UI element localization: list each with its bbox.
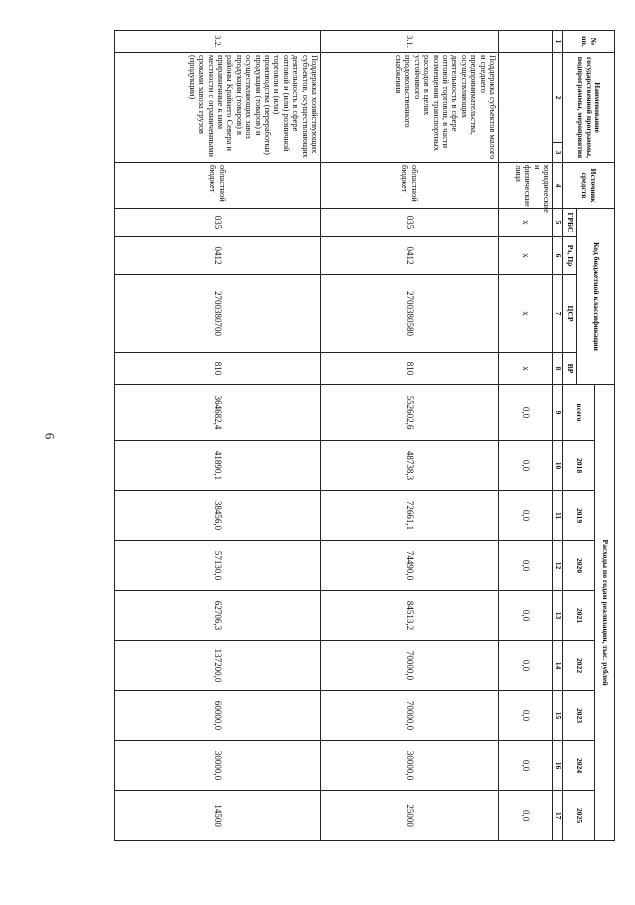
row-value: 30000,0	[321, 741, 499, 791]
header-year: 2018	[563, 441, 595, 491]
table-row	[115, 31, 321, 841]
header-year: 2023	[563, 691, 595, 741]
header-year: 2019	[563, 491, 595, 541]
col-index: 1	[553, 31, 563, 53]
row-value: 57130,0	[115, 541, 321, 591]
header-year: 2024	[563, 741, 595, 791]
row-csr: 2700380580	[321, 275, 499, 353]
row-value: 72661,1	[321, 491, 499, 541]
row-name: Поддержка субъектов малого и среднего предпринимательства, осуществляющих деятельность в сфере оптовой торговли, в части возмещения транспортных расходов в целях устойчивого продовольственного снабжения	[321, 53, 499, 163]
header-vr: ВР	[563, 353, 577, 385]
row-name: Поддержка хозяйствующих субъектов, осуществляющих деятельность в сфере оптовой и (или) розничной торговли и (или) производства (переработки) продукции (товаров) и осуществляющих завоз продукции (товаров) в районы Крайнего Севера и приравненные к ним местности с ограниченными сроками завоза грузов (продукции)	[115, 53, 321, 163]
row-value: 38456,0	[115, 491, 321, 541]
header-year: 2021	[563, 591, 595, 641]
header-year: 2025	[563, 791, 595, 841]
row-value: 30000,0	[115, 741, 321, 791]
row-value: 70000,0	[321, 691, 499, 741]
col-index: 11	[553, 491, 563, 541]
col-index: 7	[553, 275, 563, 353]
col-index: 8	[553, 353, 563, 385]
row-value: 48738,3	[321, 441, 499, 491]
row-value: 14500	[115, 791, 321, 841]
col-index: 4	[553, 163, 563, 209]
row-value: 0,0	[499, 441, 553, 491]
table-row	[321, 31, 499, 841]
row-value: 70000,0	[321, 641, 499, 691]
row-value: 0,0	[499, 741, 553, 791]
header-num: № пп.	[563, 31, 615, 53]
row-source: областной бюджет	[321, 163, 499, 209]
row-total: 364682,4	[115, 385, 321, 441]
row-csr: x	[499, 275, 553, 353]
col-index: 15	[553, 691, 563, 741]
row-rzpr: 0412	[321, 237, 499, 275]
row-csr: 2700380700	[115, 275, 321, 353]
page-number: 6	[42, 432, 58, 440]
header-csr: ЦСР	[563, 275, 577, 353]
row-value: 41890,1	[115, 441, 321, 491]
row-value: 0,0	[499, 791, 553, 841]
col-index: 2	[553, 53, 563, 143]
header-name: Наименование государственной программы, подпрограммы, мероприятия	[563, 53, 615, 163]
row-value: 74490,0	[321, 541, 499, 591]
row-value: 0,0	[499, 641, 553, 691]
row-vr: x	[499, 353, 553, 385]
col-index: 16	[553, 741, 563, 791]
row-value: 84513,2	[321, 591, 499, 641]
row-num: 3.2.	[115, 31, 321, 53]
row-vr: 810	[115, 353, 321, 385]
col-index: 17	[553, 791, 563, 841]
col-index: 5	[553, 209, 563, 237]
row-num	[499, 31, 553, 53]
row-value: 0,0	[499, 541, 553, 591]
row-grbs: x	[499, 209, 553, 237]
header-rzpr: Рз, Пр	[563, 237, 577, 275]
row-value: 0,0	[499, 591, 553, 641]
row-value: 137200,0	[115, 641, 321, 691]
row-rzpr: 0412	[115, 237, 321, 275]
header-expenses: Расходы по годам реализации, тыс. рублей	[595, 385, 615, 841]
row-total: 552602,6	[321, 385, 499, 441]
header-source: Источник средств	[563, 163, 615, 209]
row-name	[499, 53, 553, 163]
budget-table	[114, 30, 615, 841]
table-row	[499, 31, 553, 841]
row-rzpr: x	[499, 237, 553, 275]
header-total: всего	[563, 385, 595, 441]
col-index: 12	[553, 541, 563, 591]
column-index-row	[553, 31, 563, 841]
row-value: 25000	[321, 791, 499, 841]
row-grbs: 035	[321, 209, 499, 237]
row-value: 62706,3	[115, 591, 321, 641]
header-year: 2022	[563, 641, 595, 691]
row-vr: 810	[321, 353, 499, 385]
col-index: 14	[553, 641, 563, 691]
row-value: 60000,0	[115, 691, 321, 741]
row-num: 3.1.	[321, 31, 499, 53]
rotated-page-content	[95, 0, 635, 870]
header-budget-code: Код бюджетной классификации	[577, 209, 615, 385]
col-index: 3	[553, 143, 563, 163]
row-source: областной бюджет	[115, 163, 321, 209]
col-index: 13	[553, 591, 563, 641]
row-value: 0,0	[499, 691, 553, 741]
row-grbs: 035	[115, 209, 321, 237]
row-total: 0,0	[499, 385, 553, 441]
header-grbs: ГРБС	[563, 209, 577, 237]
row-source: юридические и физические лица	[499, 163, 553, 209]
col-index: 6	[553, 237, 563, 275]
col-index: 9	[553, 385, 563, 441]
col-index: 10	[553, 441, 563, 491]
row-value: 0,0	[499, 491, 553, 541]
header-year: 2020	[563, 541, 595, 591]
